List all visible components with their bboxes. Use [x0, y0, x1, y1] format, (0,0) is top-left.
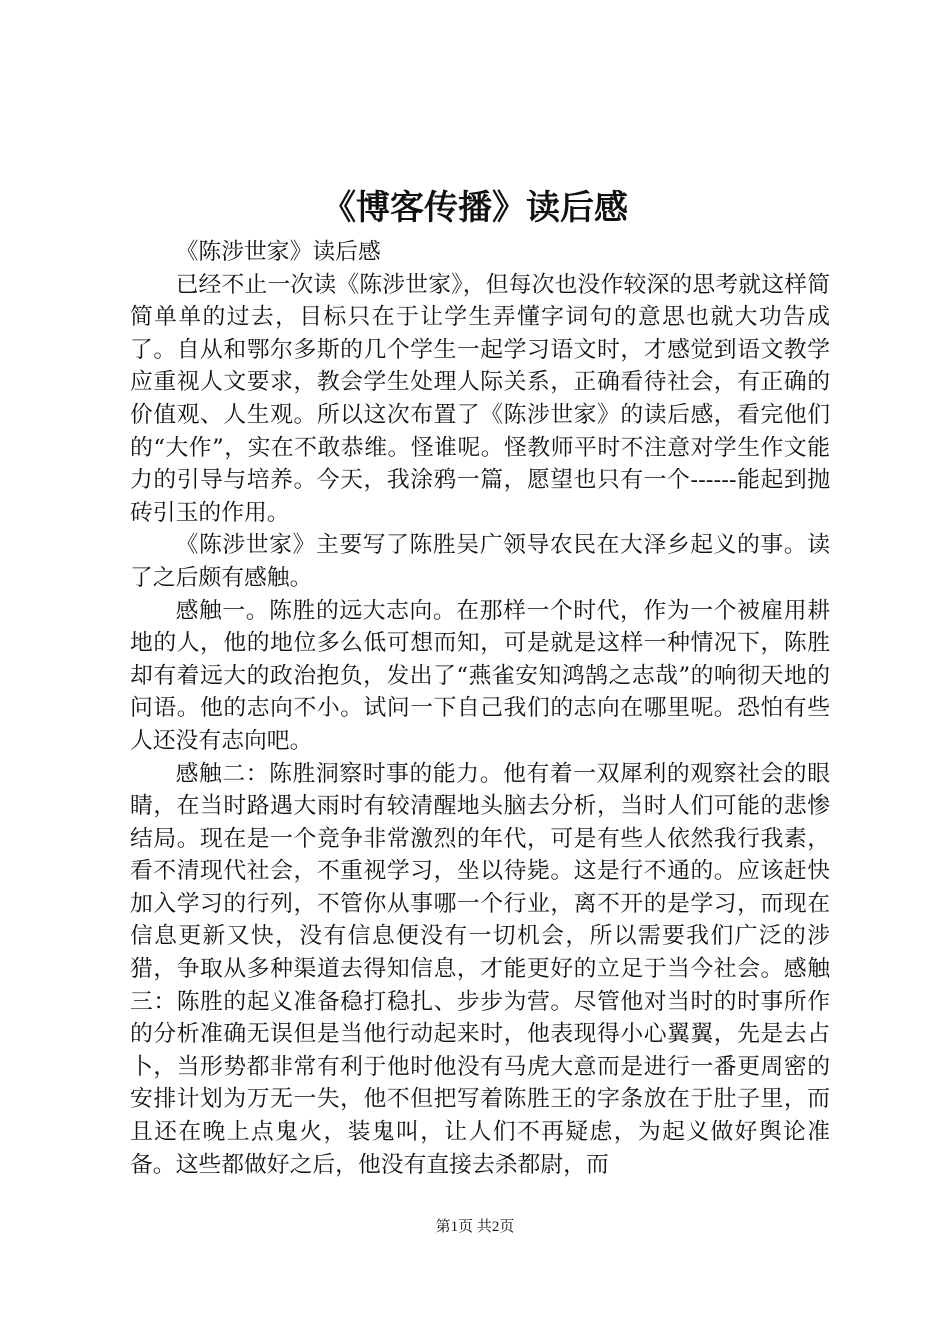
page-footer: 第1页 共2页 [435, 1219, 515, 1235]
paragraph-intro: 已经不止一次读《陈涉世家》，但每次也没作较深的思考就这样简简单单的过去，目标只在于让学生弄懂字词句的意思也就大功告成了。自从和鄂尔多斯的几个学生一起学习语文时，才感觉到语文教学应重视人文要求，教会学生处理人际关系，正确看待社会，有正确的价值观、人生观。所以这次布置了《陈涉世家》的读后感，看完他们的“大作”，实在不敢恭维。怪谁呢。怪教师平时不注意对学生作文能力的引导与培养。今天，我涂鸦一篇，愿望也只有一个------能起到抛砖引玉的作用。 [130, 271, 830, 526]
paragraph-insight-one: 感触一。陈胜的远大志向。在那样一个时代，作为一个被雇用耕地的人，他的地位多么低可想而知，可是就是这样一种情况下，陈胜却有着远大的政治抱负，发出了“燕雀安知鸿鹄之志哉”的响彻天地的问语。他的志向不小。试问一下自己我们的志向在哪里呢。恐怕有些人还没有志向吧。 [130, 597, 830, 754]
document-body [130, 236, 830, 1181]
paragraph-summary: 《陈涉世家》主要写了陈胜吴广领导农民在大泽乡起义的事。读了之后颇有感触。 [130, 532, 830, 591]
paragraph-insight-two: 感触二：陈胜洞察时事的能力。他有着一双犀利的观察社会的眼睛，在当时路遇大雨时有较清醒地头脑去分析，当时人们可能的悲惨结局。现在是一个竞争非常激烈的年代，可是有些人依然我行我素，看不清现代社会，不重视学习，坐以待毙。这是行不通的。应该赶快加入学习的行列，不管你从事哪一个行业，离不开的是学习，而现在信息更新又快，没有信息便没有一切机会，所以需要我们广泛的涉猎，争取从多种渠道去得知信息，才能更好的立足于当今社会。感触三：陈胜的起义准备稳打稳扎、步步为营。尽管他对当时的时事所作的分析准确无误但是当他行动起来时，他表现得小心翼翼，先是去占卜，当形势都非常有利于他时他没有马虎大意而是进行一番更周密的安排计划为万无一失，他不但把写着陈胜王的字条放在于肚子里，而且还在晚上点鬼火，装鬼叫，让人们不再疑虑，为起义做好舆论准备。这些都做好之后，他没有直接去杀都尉，而 [130, 760, 830, 1178]
document-title: 《博客传播》读后感 [322, 188, 628, 228]
paragraph-subtitle: 《陈涉世家》读后感 [175, 239, 381, 265]
